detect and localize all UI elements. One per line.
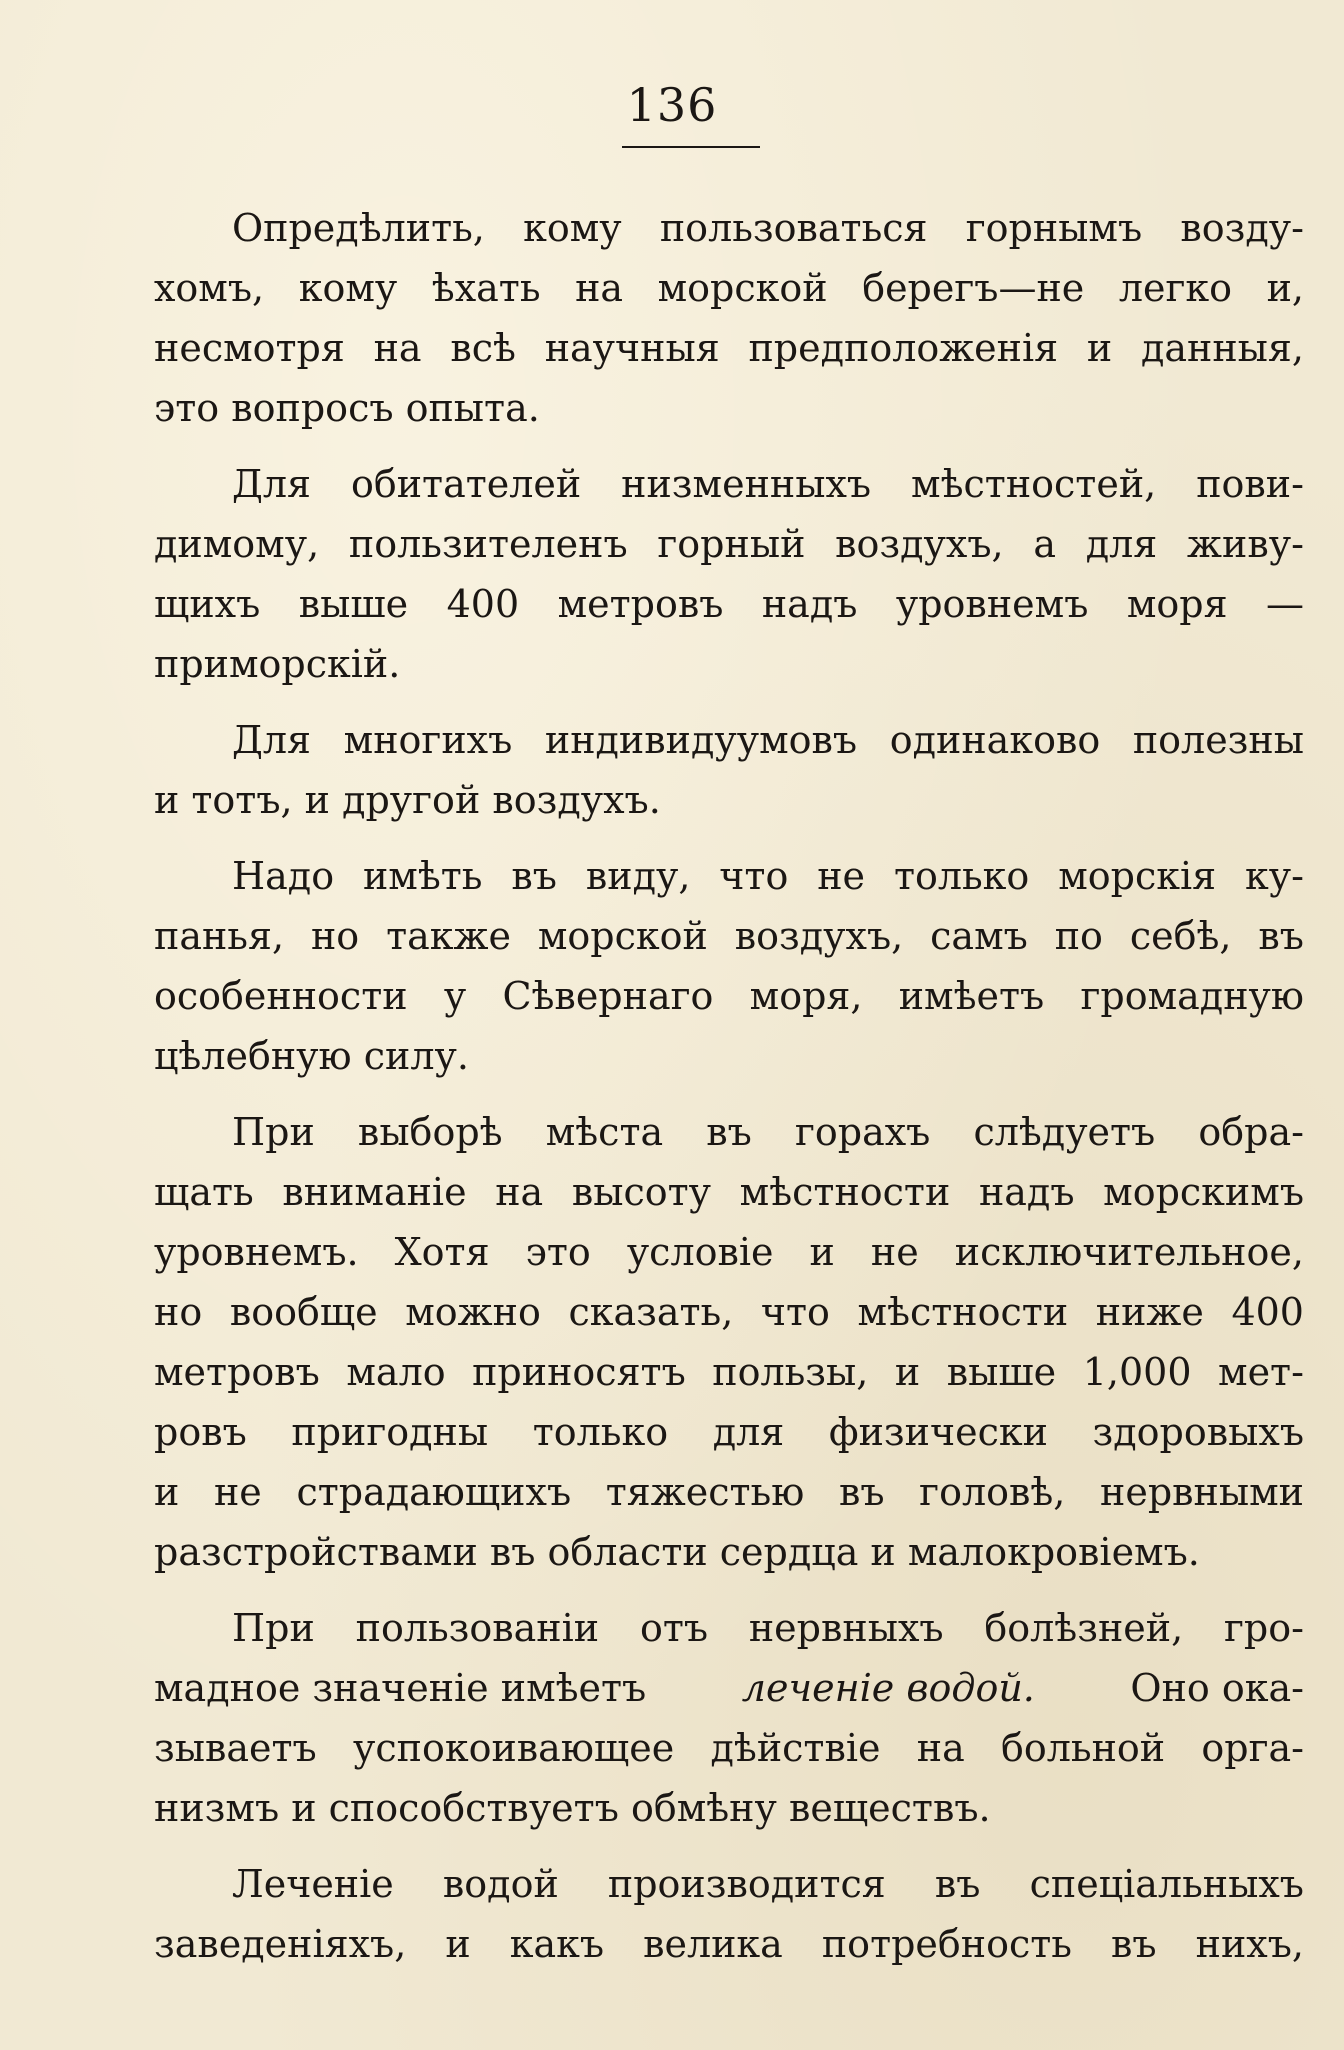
word: низменныхъ [621, 462, 872, 506]
word: а [1033, 522, 1057, 566]
word: велика [643, 1922, 783, 1966]
word: въ [706, 1110, 752, 1154]
text-line [154, 574, 1304, 634]
word: воздухъ, [734, 914, 904, 958]
word: не [870, 1230, 919, 1274]
word: надъ [978, 1170, 1075, 1214]
word: только [532, 1410, 669, 1454]
word: и [894, 1350, 921, 1394]
word: При [232, 1110, 315, 1154]
word: щихъ [154, 582, 261, 626]
word: кому [298, 266, 398, 310]
paragraph-4 [154, 846, 1304, 1086]
word: ниже [1095, 1290, 1204, 1334]
word: сказать, [568, 1290, 734, 1334]
text-line [154, 906, 1304, 966]
word: но [154, 1290, 203, 1334]
word: что [719, 854, 789, 898]
word: условіе [626, 1230, 774, 1274]
word: и [1086, 326, 1113, 370]
word: пользителенъ [348, 522, 628, 566]
word: имѣть [362, 854, 483, 898]
body-text [154, 198, 1304, 1974]
word: можно [405, 1290, 541, 1334]
word: на [575, 266, 624, 310]
word: обра- [1198, 1110, 1304, 1154]
word: въ [934, 1862, 981, 1906]
word: потребность [821, 1922, 1072, 1966]
word: и, [1266, 266, 1304, 310]
word: слѣдуетъ [973, 1110, 1156, 1154]
word: особенности [154, 974, 408, 1018]
word: дѣйствіе [710, 1726, 881, 1770]
word: въ [1111, 1922, 1157, 1966]
word: щать [154, 1170, 254, 1214]
page-number: 136 [626, 78, 718, 132]
word: данныя, [1140, 326, 1304, 370]
paragraph-5 [154, 1102, 1304, 1582]
word: 400 [446, 582, 520, 626]
word: морской [537, 914, 708, 958]
word: горахъ [794, 1110, 931, 1154]
word: многихъ [343, 718, 513, 762]
word: мѣстностей, [911, 462, 1157, 506]
word: Сѣвернаго [502, 974, 714, 1018]
word: мѣстности [857, 1290, 1069, 1334]
word: берегъ—не [862, 266, 1085, 310]
word: что [760, 1290, 830, 1334]
word: по [1054, 914, 1103, 958]
word: мет- [1218, 1350, 1304, 1394]
text-line [154, 710, 1304, 770]
word: выше [946, 1350, 1057, 1394]
word: надъ [761, 582, 858, 626]
word: водой [442, 1862, 559, 1906]
word: вообще [229, 1290, 378, 1334]
word: горный [657, 522, 806, 566]
word: мало [346, 1350, 446, 1394]
word: всѣ [450, 326, 516, 370]
word: для [1085, 522, 1158, 566]
paragraph-1 [154, 198, 1304, 438]
word: Для [232, 462, 312, 506]
word: громадную [1080, 974, 1304, 1018]
paragraph-7 [154, 1854, 1304, 1974]
word: пользованіи [355, 1606, 600, 1650]
word: Хотя [394, 1230, 490, 1274]
text-line [154, 1718, 1304, 1778]
word: высоту [571, 1170, 712, 1214]
word: пользы, [712, 1350, 869, 1394]
text-line: приморскій. [154, 642, 401, 686]
word: морской [657, 266, 828, 310]
paragraph-3 [154, 710, 1304, 830]
word: виду, [585, 854, 691, 898]
word: моря [1126, 582, 1228, 626]
text-line [154, 1598, 1304, 1658]
word: выборѣ [357, 1110, 503, 1154]
word: и [154, 1470, 180, 1514]
word: для [712, 1410, 785, 1454]
word: одинаково [889, 718, 1101, 762]
word: тяжестью [605, 1470, 805, 1514]
word: полезны [1132, 718, 1304, 762]
word: Надо [232, 854, 335, 898]
word: уровнемъ. [154, 1230, 359, 1274]
text-line [154, 258, 1304, 318]
word: нервныхъ [748, 1606, 944, 1650]
word: уровнемъ [895, 582, 1089, 626]
word: морскія [1058, 854, 1217, 898]
text-line [154, 1462, 1304, 1522]
word: метровъ [557, 582, 724, 626]
word: производится [607, 1862, 886, 1906]
word: приносятъ [472, 1350, 686, 1394]
text-line: разстройствами въ области сердца и малокровіемъ. [154, 1530, 1200, 1574]
word: предположенія [748, 326, 1059, 370]
word: какъ [509, 1922, 605, 1966]
word: у [443, 974, 467, 1018]
word: При [232, 1606, 315, 1650]
word: орга- [1201, 1726, 1304, 1770]
word: Опредѣлить, [232, 206, 485, 250]
word: зываетъ [154, 1726, 317, 1770]
word: Леченіе [232, 1862, 394, 1906]
word: и [445, 1922, 471, 1966]
word: — [1265, 582, 1304, 626]
word: также [386, 914, 511, 958]
word: 1,000 [1082, 1350, 1192, 1394]
word: метровъ [154, 1350, 320, 1394]
text-line [154, 1282, 1304, 1342]
text-line [154, 1342, 1304, 1402]
word: головѣ, [919, 1470, 1066, 1514]
word: 400 [1231, 1290, 1304, 1334]
word: на [916, 1726, 965, 1770]
word: научныя [544, 326, 720, 370]
word: индивидуумовъ [544, 718, 858, 762]
word: успокоивающее [352, 1726, 675, 1770]
word: но [310, 914, 360, 958]
word: моря, [749, 974, 863, 1018]
text-line: это вопросъ опыта. [154, 386, 540, 430]
word: пригодны [291, 1410, 489, 1454]
word: физически [828, 1410, 1048, 1454]
text-line [154, 1914, 1304, 1974]
word: спеціальныхъ [1029, 1862, 1304, 1906]
text-line [154, 1222, 1304, 1282]
word: ѣхать [431, 266, 541, 310]
word: страдающихъ [296, 1470, 572, 1514]
word: легко [1118, 266, 1233, 310]
emphasized-term: леченіе водой. [741, 1666, 1035, 1710]
word: отъ [639, 1606, 709, 1650]
word: хомъ, [154, 266, 265, 310]
word: ку- [1245, 854, 1304, 898]
word: пользоваться [659, 206, 928, 250]
word: выше [298, 582, 409, 626]
word: димому, [154, 522, 320, 566]
word: не [213, 1470, 262, 1514]
word: больной [1001, 1726, 1166, 1770]
word: болѣзней, [984, 1606, 1184, 1650]
word: нихъ, [1195, 1922, 1304, 1966]
word: заведеніяхъ, [154, 1922, 407, 1966]
word: и [809, 1230, 835, 1274]
text-line [154, 514, 1304, 574]
word: панья, [154, 914, 285, 958]
text-line [154, 454, 1304, 514]
word: несмотря [154, 326, 345, 370]
word: не [817, 854, 866, 898]
word: мѣста [545, 1110, 664, 1154]
word: живу- [1187, 522, 1304, 566]
text-line [154, 966, 1304, 1026]
word: имѣетъ [898, 974, 1045, 1018]
word: исключительное, [954, 1230, 1304, 1274]
word: это [525, 1230, 591, 1274]
word: себѣ, [1129, 914, 1232, 958]
word: пови- [1196, 462, 1304, 506]
word: на [373, 326, 422, 370]
text-line [154, 1854, 1304, 1914]
text-line: цѣлебную силу. [154, 1034, 469, 1078]
word: здоровыхъ [1092, 1410, 1304, 1454]
word: горнымъ [965, 206, 1143, 250]
word: въ [511, 854, 557, 898]
word: возду- [1180, 206, 1304, 250]
paragraph-2 [154, 454, 1304, 694]
word: вниманіе [282, 1170, 467, 1214]
word: въ [838, 1470, 885, 1514]
text-line [154, 1102, 1304, 1162]
text-line: мадное значеніе имѣетъ леченіе водой. Оно ока- [154, 1658, 1304, 1718]
word: кому [523, 206, 622, 250]
word: самъ [930, 914, 1028, 958]
paragraph-6 [154, 1598, 1304, 1838]
word: обитателей [350, 462, 582, 506]
word: только [893, 854, 1030, 898]
word: на [495, 1170, 544, 1214]
text-line [154, 1162, 1304, 1222]
word: въ [1258, 914, 1304, 958]
text-line: низмъ и способствуетъ обмѣну веществъ. [154, 1786, 991, 1830]
header-rule [622, 146, 760, 148]
text-line [154, 198, 1304, 258]
word: нервными [1100, 1470, 1304, 1514]
word: мѣстности [739, 1170, 951, 1214]
text-line [154, 846, 1304, 906]
word: Для [232, 718, 312, 762]
word: гро- [1224, 1606, 1304, 1650]
word: воздухъ, [835, 522, 1004, 566]
word: морскимъ [1103, 1170, 1304, 1214]
word: ровъ [154, 1410, 247, 1454]
text-line [154, 318, 1304, 378]
text-line [154, 1402, 1304, 1462]
text-line: и тотъ, и другой воздухъ. [154, 778, 661, 822]
